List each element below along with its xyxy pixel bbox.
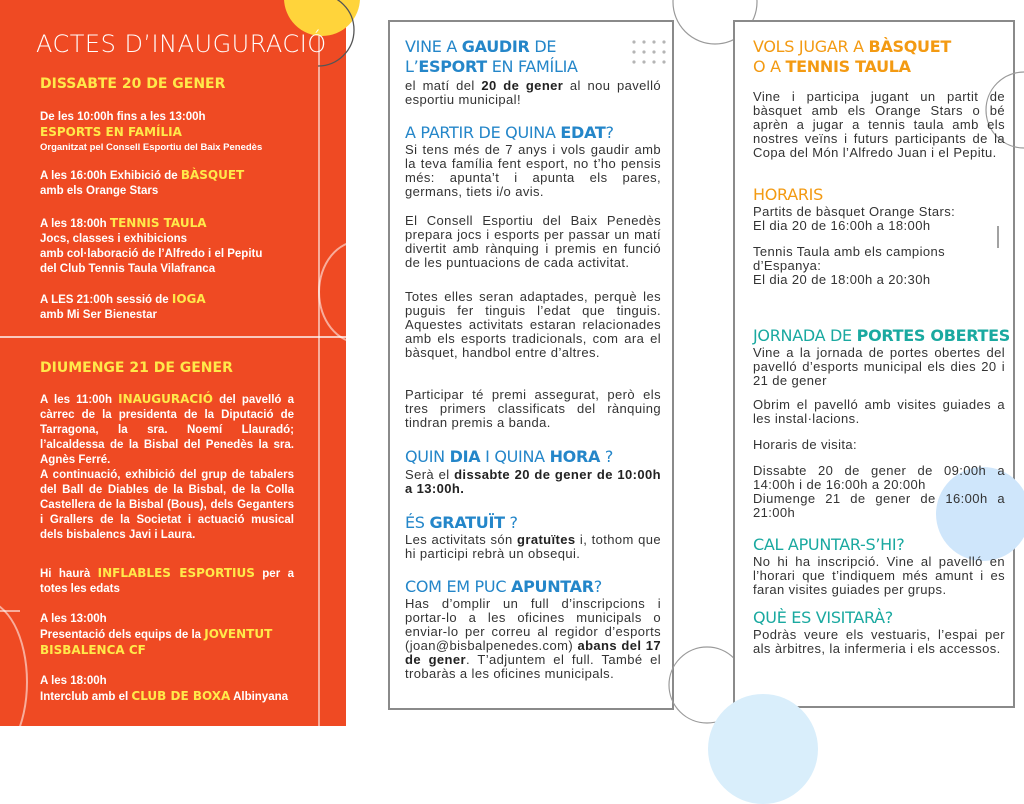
sunday-heading: DIUMENGE 21 DE GENER: [40, 360, 233, 376]
event-highlight: JOVENTUT: [204, 627, 273, 641]
event-time: De les 10:00h fins a les 13:00h: [40, 111, 206, 123]
event-highlight: INAUGURACIÓ: [118, 392, 213, 406]
event-table-tennis: [40, 216, 330, 277]
heading-register: [405, 578, 602, 596]
heading-text: O A: [753, 57, 781, 76]
paragraph: [405, 79, 661, 107]
heading-text: COM EM PUC: [405, 577, 507, 596]
text: i, tothom que hi participi rebrà un obsequi.: [405, 532, 661, 561]
text: el matí del: [405, 78, 475, 93]
heading-text: L’: [405, 57, 419, 76]
paragraph: Diumenge 21 de gener de 16:00h a 21:00h: [753, 491, 1005, 520]
heading-text: I QUINA: [485, 447, 545, 466]
event-highlight: BISBALENCA CF: [40, 643, 146, 657]
heading-text: QUIN: [405, 447, 445, 466]
heading-text: GAUDIR: [461, 37, 530, 56]
text-bold: abans del 17 de gener: [405, 638, 661, 667]
text: El dia 20 de 16:00h a 18:00h: [753, 218, 931, 233]
text: Tennis Taula amb els campions d’Espanya:: [753, 244, 946, 273]
heading-family-sports-2: [405, 58, 578, 76]
heading-text: APUNTAR: [511, 577, 594, 596]
blue-circle-bottom-decoration: [708, 694, 818, 804]
heading-text: HORA: [549, 447, 601, 466]
event-text: amb els Orange Stars: [40, 185, 159, 197]
text: . T’adjuntem el full. També el trobaràs a les oficines municipals.: [405, 652, 662, 681]
text-bold: 20 de gener: [481, 78, 564, 93]
event-highlight: CLUB DE BOXA: [131, 689, 231, 703]
event-text: A les 11:00h: [40, 394, 112, 406]
event-text: Jocs, classes i exhibicions: [40, 233, 188, 245]
saturday-heading: DISSABTE 20 DE GENER: [40, 76, 226, 92]
heading-schedule: HORARIS: [753, 185, 823, 204]
event-basketball: [40, 168, 330, 199]
paragraph: Dissabte 20 de gener de 09:00h a 14:00h i de 16:00h a 20:00h: [753, 463, 1005, 492]
heading-day-hour: [405, 448, 613, 466]
heading-text: A PARTIR DE QUINA: [405, 123, 556, 142]
court-line-bottom: [318, 338, 320, 726]
court-key: [0, 600, 28, 726]
paragraph: Vine i participa jugant un partit de bàsquet amb els Orange Stars o bé aprèn a jugar a tennis taula amb els nostres veïns i futurs participants de la Copa del Món l’Alfredo Juan i el Pepitu.: [753, 89, 1005, 160]
heading-family-sports: [405, 38, 556, 56]
heading-text: ÉS: [405, 513, 425, 532]
event-text: Presentació dels equips de la: [40, 629, 202, 641]
event-highlight: TENNIS TAULA: [109, 216, 207, 230]
paragraph: [753, 205, 1005, 233]
paragraph: Participar té premi assegurat, però els tres primers classificats del rànquing tindran premis a banda.: [405, 387, 661, 430]
paragraph: Obrim el pavelló amb visites guiades a les instal·lacions.: [753, 397, 1005, 426]
event-highlight: BÀSQUET: [180, 168, 245, 182]
heading-text: JORNADA DE: [753, 326, 852, 345]
heading-text: BÀSQUET: [868, 37, 951, 56]
paragraph: Vine a la jornada de portes obertes del pavelló d’esports municipal els dies 20 i 21 de gener: [753, 345, 1005, 388]
heading-text: DIA: [449, 447, 481, 466]
paragraph: Podràs veure els vestuaris, l’espai per als àrbitres, la infermeria i els accessos.: [753, 627, 1005, 656]
text: El dia 20 de 18:00h a 20:30h: [753, 272, 931, 287]
heading-text: ?: [593, 577, 602, 596]
heading-free: [405, 514, 518, 532]
heading-text: EN FAMÍLIA: [491, 57, 578, 76]
heading-text: TENNIS TAULA: [785, 57, 911, 76]
heading-text: ?: [604, 447, 614, 466]
event-inauguration: [40, 392, 294, 543]
event-text: A les 18:00h: [40, 218, 107, 230]
text: al nou pavelló esportiu municipal!: [405, 78, 662, 107]
heading-basketball: [753, 38, 951, 56]
paragraph: Totes elles seran adaptades, perquè les puguis fer tinguis l’edat que tinguis. Aquestes activitats estaran relacionades amb els esports tradicionals, com ara el bàsquet, handbol entre d’altres.: [405, 289, 661, 360]
event-highlight: IOGA: [171, 292, 206, 306]
text: Les activitats són: [405, 532, 513, 547]
event-boxing: [40, 674, 330, 705]
event-text: per a totes les edats: [40, 568, 294, 595]
court-corner: [0, 610, 20, 612]
event-text: A les 16:00h Exhibició de: [40, 170, 178, 182]
heading-text: EDAT: [560, 123, 606, 142]
section-divider: [0, 336, 346, 338]
heading-text: GRATUÏT: [429, 513, 505, 532]
event-yoga: [40, 292, 330, 323]
heading-text: ?: [509, 513, 518, 532]
heading-text: PORTES OBERTES: [856, 326, 1011, 345]
event-text: A LES 21:00h sessió de: [40, 294, 169, 306]
event-text: del Club Tennis Taula Vilafranca: [40, 263, 216, 275]
event-text: amb col·laboració de l’Alfredo i el Pepitu: [40, 248, 263, 260]
paragraph: [405, 533, 661, 561]
event-text: amb Mi Ser Bienestar: [40, 309, 157, 321]
heading-text: ?: [605, 123, 614, 142]
text: Partits de bàsquet Orange Stars:: [753, 204, 956, 219]
event-time: A les 13:00h: [40, 613, 107, 625]
page-title: ACTES D’INAUGURACIÓ: [36, 30, 327, 58]
text: Has d’omplir un full d’inscripcions i portar-lo a les oficines municipals o enviar-lo per correu al regidor d’esports (joan@bisbalpenedes.com): [405, 596, 661, 653]
event-text: Hi haurà: [40, 568, 91, 580]
event-name: ESPORTS EN FAMÍLIA: [40, 125, 182, 139]
paragraph: El Consell Esportiu del Baix Penedès prepara jocs i esports per passar un matí divertit amb rànquing i premis en funció de les puntuacions de cada activitat.: [405, 213, 661, 270]
heading-text: ESPORT: [418, 57, 487, 76]
heading-basketball-2: [753, 58, 911, 76]
event-text: del pavelló a càrrec de la presidenta de la Diputació de Tarragona, la sra. Noemí Llauradó; l’alcaldessa de la Bisbal del Penedès la sra. Agnès Ferré.: [40, 394, 295, 466]
paragraph: Horaris de visita:: [753, 437, 858, 452]
heading-age: [405, 124, 614, 142]
heading-text: VINE A: [405, 37, 457, 56]
heading-what-to-visit: QUÈ ES VISITARÀ?: [753, 608, 893, 627]
text-bold: gratuïtes: [517, 532, 576, 547]
heading-text: VOLS JUGAR A: [753, 37, 864, 56]
text-bold: dissabte 20 de gener de 10:00h a 13:00h.: [405, 467, 661, 496]
event-text: Interclub amb el: [40, 691, 129, 703]
paragraph: [405, 597, 661, 681]
event-family-sports: [40, 110, 330, 155]
heading-text: DE: [534, 37, 557, 56]
event-time: A les 18:00h: [40, 675, 107, 687]
event-team-presentation: [40, 612, 294, 658]
text: Serà el: [405, 467, 450, 482]
paragraph: No hi ha inscripció. Vine al pavelló en l’horari que t’indiquem més amunt i es faran visites guiades per grups.: [753, 554, 1005, 597]
heading-open-doors: [753, 327, 1010, 345]
paragraph: Si tens més de 7 anys i vols gaudir amb la teva família fent esport, no t’ho pensis més: apunta’t i apunta els pares, germans, tiets i/o avis.: [405, 142, 661, 199]
event-text: Albinyana: [233, 691, 289, 703]
event-text: A continuació, exhibició del grup de tabalers del Ball de Diables de la Bisbal, de la Colla Castellera de la Bisbal (Bous), dels Geganters i Grallers de la Societat i actuació musical dels bisbalencs Javi i Laura.: [40, 469, 294, 541]
heading-register-needed: CAL APUNTAR-S’HI?: [753, 535, 905, 554]
paragraph: [753, 245, 1005, 287]
event-inflatables: [40, 566, 294, 597]
event-organizer: Organitzat pel Consell Esportiu del Baix Penedès: [40, 142, 263, 153]
paragraph: [405, 468, 661, 496]
event-highlight: INFLABLES ESPORTIUS: [97, 566, 255, 580]
